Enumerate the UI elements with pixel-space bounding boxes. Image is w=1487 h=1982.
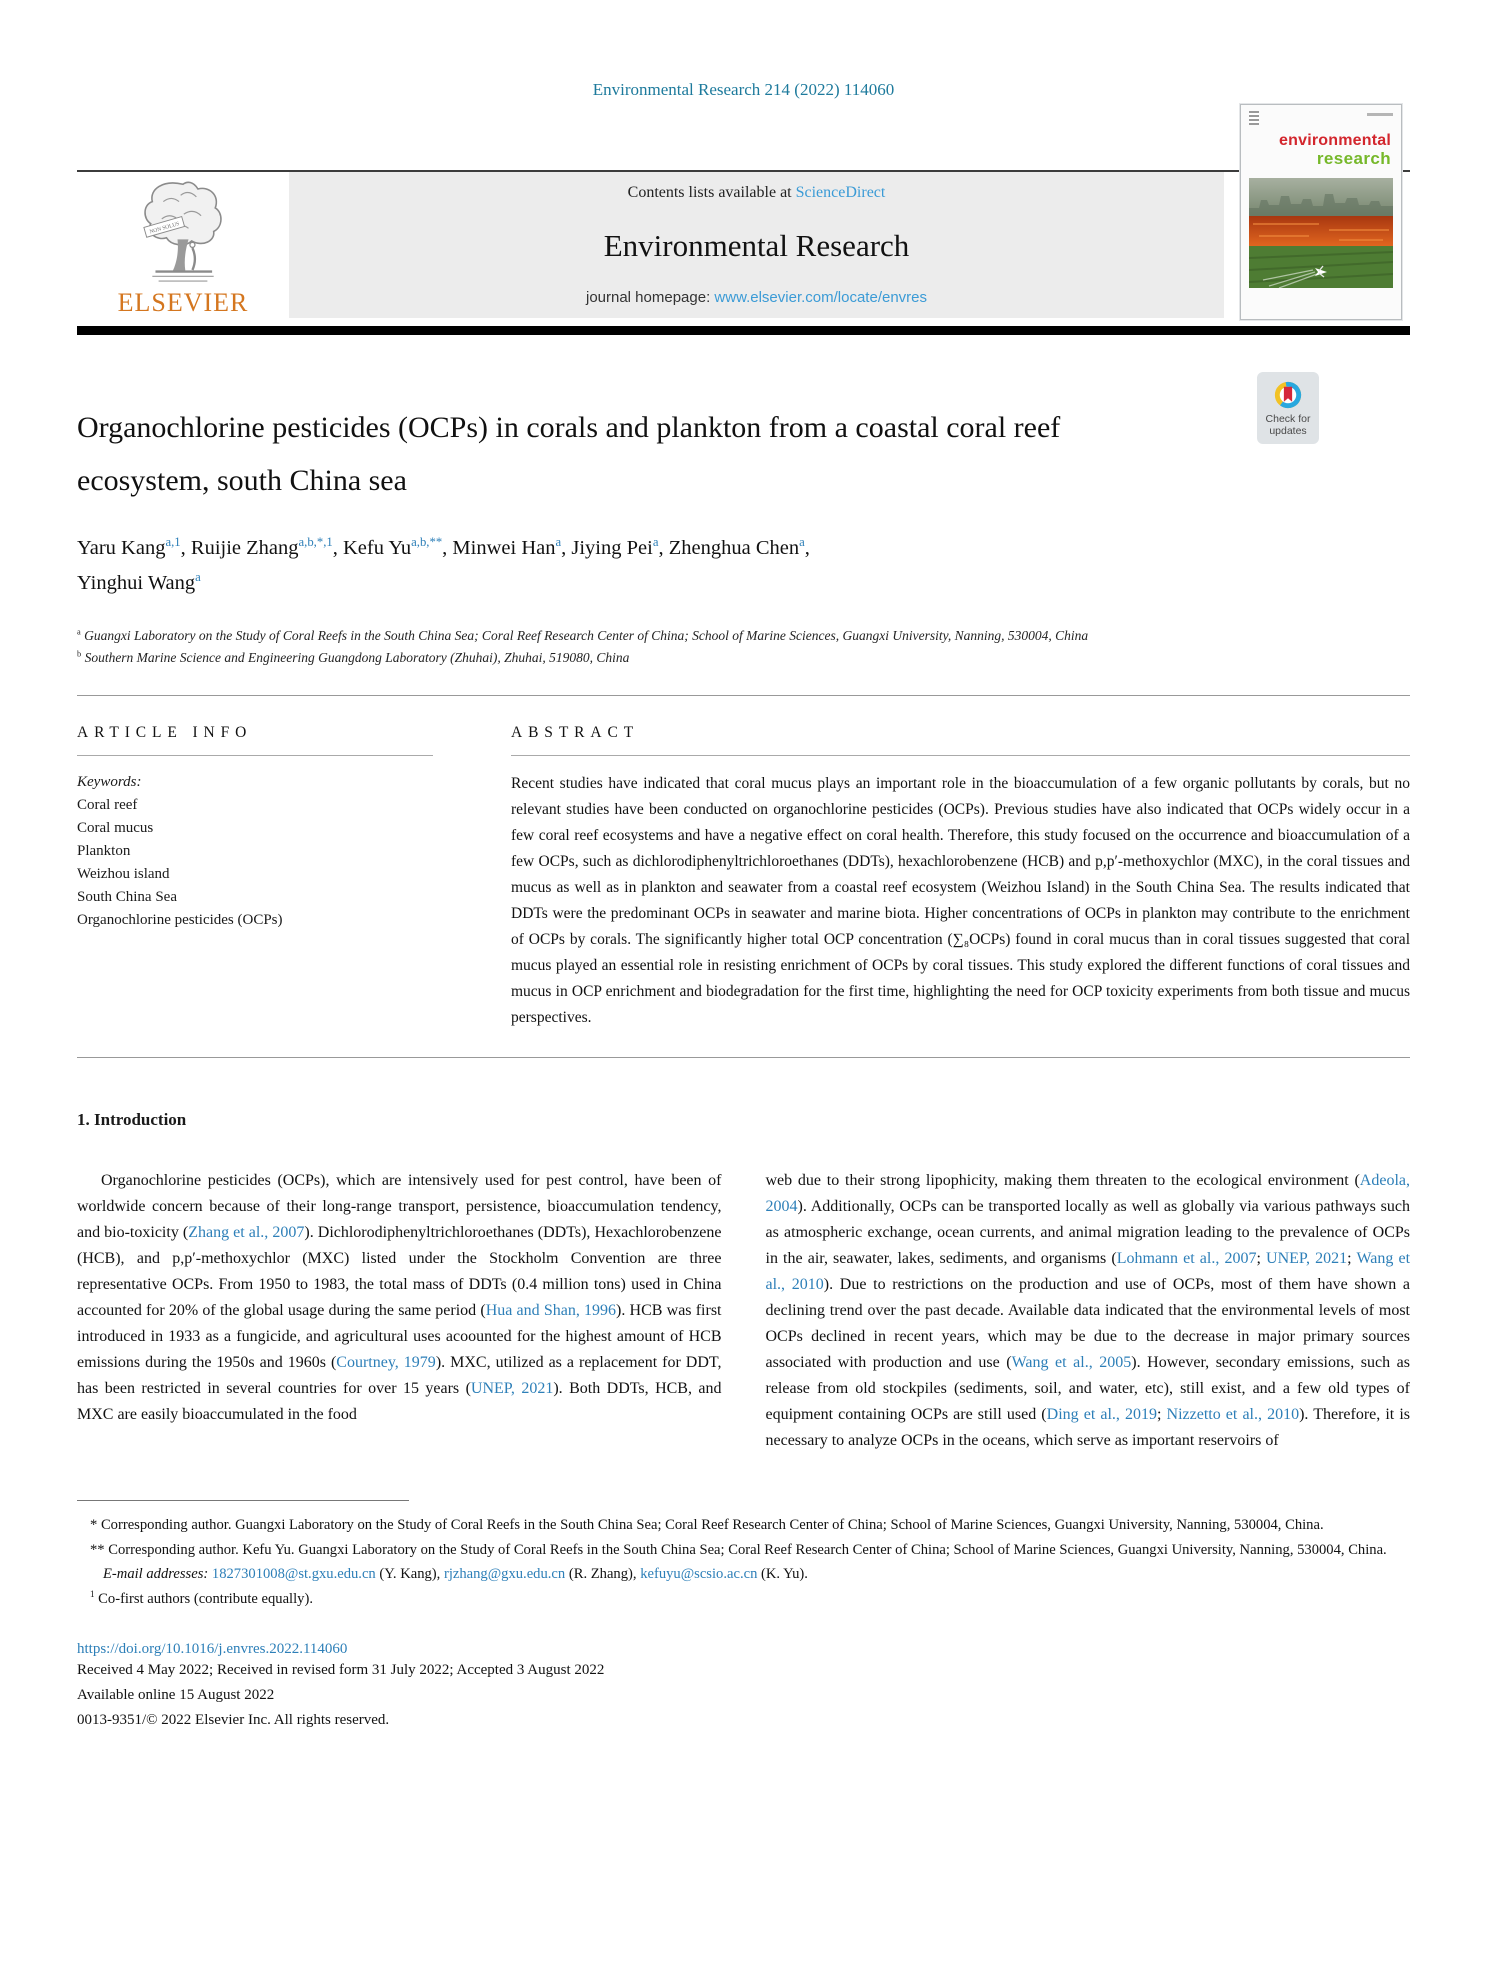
keywords-label: Keywords: [77,774,142,790]
text-segment: ). Due to restrictions on the production and use of OCPs, most of them have shown a declining trend over the past decade. Available data indicated that the environmental levels of most OCPs declined in recent years, which may be due to the decrease in major primary sources associated with production and use ( [765,1276,1410,1371]
available-online: Available online 15 August 2022 [77,1687,275,1703]
footnote-corresponding-author [77,1513,1410,1538]
text-segment: ; [1256,1250,1267,1267]
footnote-corresponding-author-2 [77,1538,1410,1563]
text-segment: Co-first authors (contribute equally). [94,1590,313,1607]
keyword-item: Organochlorine pesticides (OCPs) [77,912,283,928]
title-block [77,401,1410,507]
page-title: Organochlorine pesticides (OCPs) in corals and plankton from a coastal coral reef ecosystem, south China sea [77,411,1061,497]
inline-link[interactable]: Ding et al., 2019 [1046,1406,1157,1423]
text-segment: a [652,535,659,550]
text-segment: ). Therefore, it is necessary to analyze OCPs in the oceans, which serve as important reservoirs of [765,1406,1410,1449]
journal-cover-thumbnail [1240,104,1402,320]
journal-banner [289,172,1224,318]
check-for-updates-badge[interactable] [1257,372,1319,444]
abstract-text: Recent studies have indicated that coral mucus plays an important role in the bioaccumulation of a few organic pollutants by corals, but no relevant studies have been conducted on organochlorine pesticides (OCPs). Previous studies have also indicated that OCPs widely occur in a few coral reef ecosystems and have a negative effect on coral health. Therefore, this study focused on the occurrence and bioaccumulation of a few OCPs, such as dichlorodiphenyltrichloroethanes (DDTs), hexachlorobenzene (HCB) and p,p′-methoxychlor (MXC), in the coral tissues and mucus as well as in plankton and seawater from a coastal reef ecosystem (Weizhou Island) in the South China Sea. The results indicated that DDTs were the predominant OCPs in seawater and marine biota. Higher concentrations of OCPs in plankton may contribute to the enrichment of OCPs by corals. The significantly higher total OCP concentration (∑₈OCPs) found in coral mucus than in coral tissues suggested that coral mucus played an essential role in resisting enrichment of OCPs by coral tissues. This study explored the different functions of coral tissues and mucus in OCP enrichment and biodegradation for the first time, highlighting the need for OCP toxicity experiments from both tissue and mucus perspectives. [511,775,1410,1026]
text-segment: 1 [90,1588,95,1599]
text-segment: ** Corresponding author. Kefu Yu. Guangxi Laboratory on the Study of Coral Reefs in the South China Sea; Coral Reef Research Center of China; School of Marine Sciences, Guangxi University, Nanning, 530004, China. [90,1541,1387,1558]
text-segment: a,b,** [411,535,443,550]
text-segment: ). However, secondary emissions, such as release from old stockpiles (sediments, soil, and water, etc), still exist, and a few old types of equipment containing OCPs are still used ( [765,1354,1410,1423]
cover-issn-mark [1367,113,1393,116]
text-segment: ). HCB was first introduced in 1933 as a fungicide, and agricultural uses acoounted for the highest amount of HCB emissions during the 1950s and 1960s ( [77,1302,722,1371]
inline-link[interactable]: Adeola, 2004 [765,1172,1410,1215]
contents-line [299,184,1214,202]
keyword-item: South China Sea [77,889,177,905]
issn-copyright: 0013-9351/© 2022 Elsevier Inc. All rights reserved. [77,1712,390,1728]
article-info-rule [77,755,433,756]
inline-link[interactable]: UNEP, 2021 [1266,1250,1348,1267]
text-segment: , [804,537,810,559]
text-segment: Yaru Kang [77,537,166,559]
inline-link[interactable]: Wang et al., 2005 [1011,1354,1132,1371]
text-segment: Yinghui Wang [77,572,196,594]
text-segment: ). MXC, utilized as a replacement for DDT, has been restricted in several countries for over 15 years ( [77,1354,722,1397]
cover-top-strip [1249,111,1393,131]
inline-link[interactable]: Hua and Shan, 1996 [485,1302,617,1319]
abstract-heading: ABSTRACT [511,724,640,741]
text-segment: a [555,535,562,550]
homepage-link[interactable]: www.elsevier.com/locate/envres [714,289,928,306]
text-segment: , Kefu Yu [332,537,412,559]
inline-link[interactable]: Courtney, 1979 [336,1354,436,1371]
section-rule-top [77,695,1410,696]
text-segment: , Zhenghua Chen [658,537,800,559]
body-columns [77,1168,1410,1454]
cover-artwork [1249,178,1393,288]
received-dates: Received 4 May 2022; Received in revised form 31 July 2022; Accepted 3 August 2022 [77,1662,605,1678]
elsevier-logo[interactable] [77,172,289,318]
article-info-column [77,724,433,1031]
keyword-item: Coral mucus [77,820,154,836]
keyword-item: Coral reef [77,797,138,813]
cover-brand [1249,131,1393,174]
elsevier-wordmark: ELSEVIER [117,288,249,317]
body-column-right [766,1168,1411,1454]
contents-prefix: Contents lists available at [627,184,796,201]
text-segment: ). Dichlorodiphenyltrichloroethanes (DDTs), Hexachlorobenzene (HCB), and p,p′-methoxychlor (MXC) listed under the Stockholm Convention are three representative OCPs. From 1950 to 1983, the total mass of DDTs (0.4 million tons) used in China accounted for 20% of the global usage during the same period ( [77,1224,722,1319]
text-segment: a [195,570,201,585]
article-info-heading: ARTICLE INFO [77,724,253,741]
abstract-rule [511,755,1410,756]
text-segment: b [77,649,82,659]
text-segment: , Minwei Han [442,537,556,559]
cover-brand-line2: research [1316,148,1391,168]
text-segment: a [77,627,81,637]
info-abstract-section [77,724,1410,1031]
inline-link[interactable]: Nizzetto et al., 2010 [1166,1406,1300,1423]
inline-link[interactable]: UNEP, 2021 [470,1380,554,1397]
text-segment: Guangxi Laboratory on the Study of Coral Reefs in the South China Sea; Coral Reef Research Center of China; School of Marine Sciences, Guangxi University, Nanning, 530004, China [80,628,1089,643]
text-segment: a,1 [165,535,181,550]
text-segment: , Ruijie Zhang [180,537,299,559]
non-solus-motto: NON SOLUS [148,221,181,236]
text-segment: Organochlorine pesticides (OCPs), which are intensively used for pest control, have been of worldwide concern because of their long-range transport, persistence, bioaccumulation tendency, and bio-toxicity ( [77,1172,722,1241]
text-segment: ). Both DDTs, HCB, and MXC are easily bioaccumulated in the food [77,1380,722,1423]
homepage-prefix: journal homepage: [585,289,715,306]
text-segment: a [799,535,805,550]
text-segment: web due to their strong lipophicity, making them threaten to the ecological environment ( [765,1172,1360,1189]
journal-citation-link[interactable]: Environmental Research 214 (2022) 114060 [592,80,895,99]
section-rule-bottom [77,1057,1410,1058]
inline-link[interactable]: Zhang et al., 2007 [188,1224,305,1241]
crossmark-icon [1273,380,1303,410]
introduction-heading: 1. Introduction [77,1110,187,1129]
text-segment: ; [1347,1250,1357,1267]
header-divider-bar [77,326,1410,335]
text-segment: (R. Zhang), [565,1566,641,1582]
text-segment: Southern Marine Science and Engineering Guangdong Laboratory (Zhuhai), Zhuhai, 519080, China [81,650,630,665]
text-segment: (K. Yu). [757,1566,808,1582]
keyword-item: Plankton [77,843,131,859]
journal-title: Environmental Research [603,227,910,263]
cover-mini-logo [1249,111,1259,125]
author-list [77,531,1227,601]
keyword-item: Weizhou island [77,866,170,882]
text-segment: ). Additionally, OCPs can be transported locally as well as globally via various pathways such as atmospheric exchange, ocean currents, and animal migration leading to the prevalence of OCPs in the air, seawater, lakes, sediments, and organisms ( [765,1198,1410,1267]
inline-link[interactable]: Wang et al., 2010 [765,1250,1411,1293]
elsevier-tree-icon [117,178,249,296]
footnote-cofirst [77,1587,1410,1612]
inline-link[interactable]: rjzhang@gxu.edu.cn [443,1566,566,1582]
text-segment: a,b,*,1 [298,535,333,550]
text-segment: , Jiying Pei [561,537,653,559]
text-segment: E-mail addresses: [103,1566,209,1582]
text-segment: * Corresponding author. Guangxi Laboratory on the Study of Coral Reefs in the South China Sea; Coral Reef Research Center of China; School of Marine Sciences, Guangxi University, Nanning, 530004, China. [90,1517,1324,1533]
footnote-emails [77,1562,1410,1587]
footnotes [77,1513,1410,1611]
footnote-rule [77,1500,409,1501]
journal-header [77,172,1410,318]
inline-link[interactable]: kefuyu@scsio.ac.cn [640,1566,758,1582]
abstract-column [511,724,1410,1031]
homepage-line [299,289,1214,306]
affiliation-b [77,647,1410,669]
sciencedirect-link[interactable]: ScienceDirect [795,184,886,201]
text-segment: (Y. Kang), [375,1566,444,1582]
inline-link[interactable]: 1827301008@st.gxu.edu.cn [211,1566,376,1582]
text-segment: ; [1157,1406,1167,1423]
check-for-updates-label: Check for updates [1265,412,1311,437]
intro-paragraph-right [766,1168,1411,1454]
doi-link[interactable]: https://doi.org/10.1016/j.envres.2022.114060 [77,1641,348,1657]
body-column-left [77,1168,722,1454]
affiliations [77,625,1410,669]
inline-link[interactable]: Lohmann et al., 2007 [1116,1250,1257,1267]
cover-brand-line1: environmental [1279,132,1391,149]
affiliation-a [77,625,1410,647]
intro-paragraph-left [77,1168,722,1428]
